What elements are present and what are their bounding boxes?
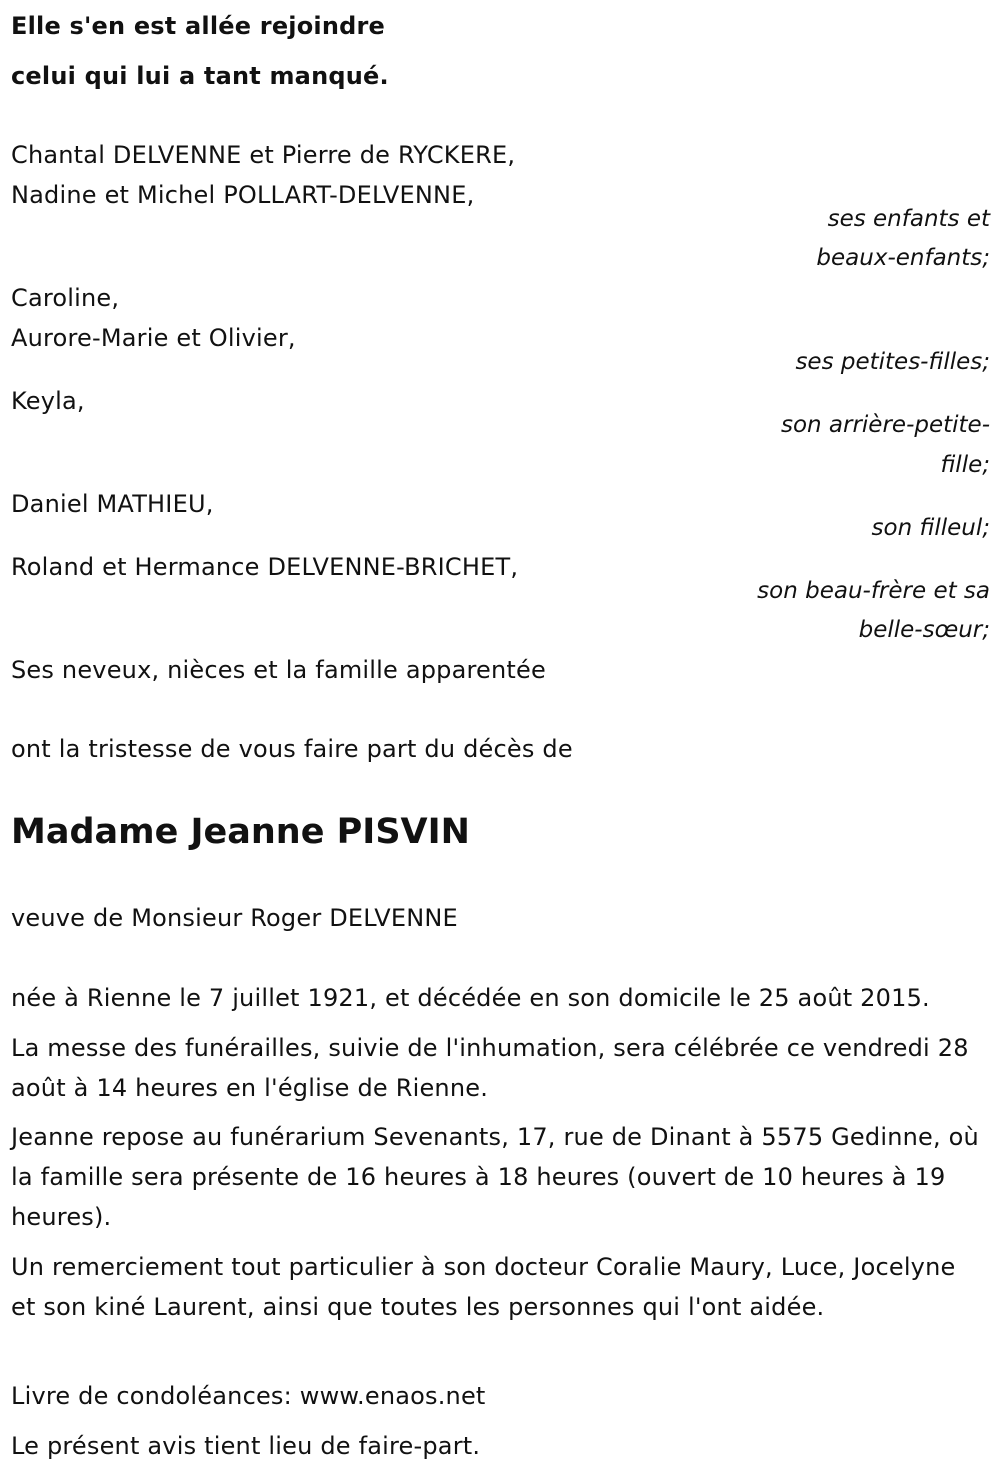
extended-family: Ses neveux, nièces et la famille apparentée <box>11 656 546 684</box>
intro-line-1: Elle s'en est allée rejoindre <box>11 12 386 40</box>
born-died: née à Rienne le 7 juillet 1921, et décédée en son domicile le 25 août 2015. <box>11 984 930 1012</box>
inlaws-relation-line-2: belle-sœur; <box>858 617 990 643</box>
godson-name: Daniel MATHIEU, <box>11 490 214 518</box>
children-names-line-2: Nadine et Michel POLLART-DELVENNE, <box>11 181 475 209</box>
inlaws-relation-line-1: son beau-frère et sa <box>757 578 990 604</box>
grandchildren-relation: ses petites-filles; <box>795 349 990 375</box>
deceased-name: Madame Jeanne PISVIN <box>11 812 470 852</box>
grandchildren-names-line-1: Caroline, <box>11 284 120 312</box>
resting-place: Jeanne repose au funérarium Sevenants, 17, rue de Dinant à 5575 Gedinne, où la famille sera présente de 16 heures à 18 heures (ouvert de 10 heures à 19 heures). <box>11 1123 979 1231</box>
announcement-intro: ont la tristesse de vous faire part du décès de <box>11 735 573 763</box>
great-grandchild-name: Keyla, <box>11 387 85 415</box>
condolences-book: Livre de condoléances: www.enaos.net <box>11 1382 486 1410</box>
widow-of: veuve de Monsieur Roger DELVENNE <box>11 904 458 932</box>
funeral-details: La messe des funérailles, suivie de l'inhumation, sera célébrée ce vendredi 28 août à 14 heures en l'église de Rienne. <box>11 1034 969 1102</box>
great-grandchild-relation-line-2: fille; <box>940 452 990 478</box>
inlaws-names: Roland et Hermance DELVENNE-BRICHET, <box>11 553 519 581</box>
children-relation-line-2: beaux-enfants; <box>816 245 990 271</box>
godson-relation: son filleul; <box>871 515 990 541</box>
children-relation-line-1: ses enfants et <box>827 206 990 232</box>
intro-line-2: celui qui lui a tant manqué. <box>11 62 389 90</box>
children-names-line-1: Chantal DELVENNE et Pierre de RYCKERE, <box>11 141 516 169</box>
notice: Le présent avis tient lieu de faire-part. <box>11 1432 481 1460</box>
grandchildren-names-line-2: Aurore-Marie et Olivier, <box>11 324 296 352</box>
thanks: Un remerciement tout particulier à son docteur Coralie Maury, Luce, Jocelyne et son kiné Laurent, ainsi que toutes les personnes qui l'ont aidée. <box>11 1253 956 1321</box>
great-grandchild-relation-line-1: son arrière-petite- <box>780 412 990 438</box>
